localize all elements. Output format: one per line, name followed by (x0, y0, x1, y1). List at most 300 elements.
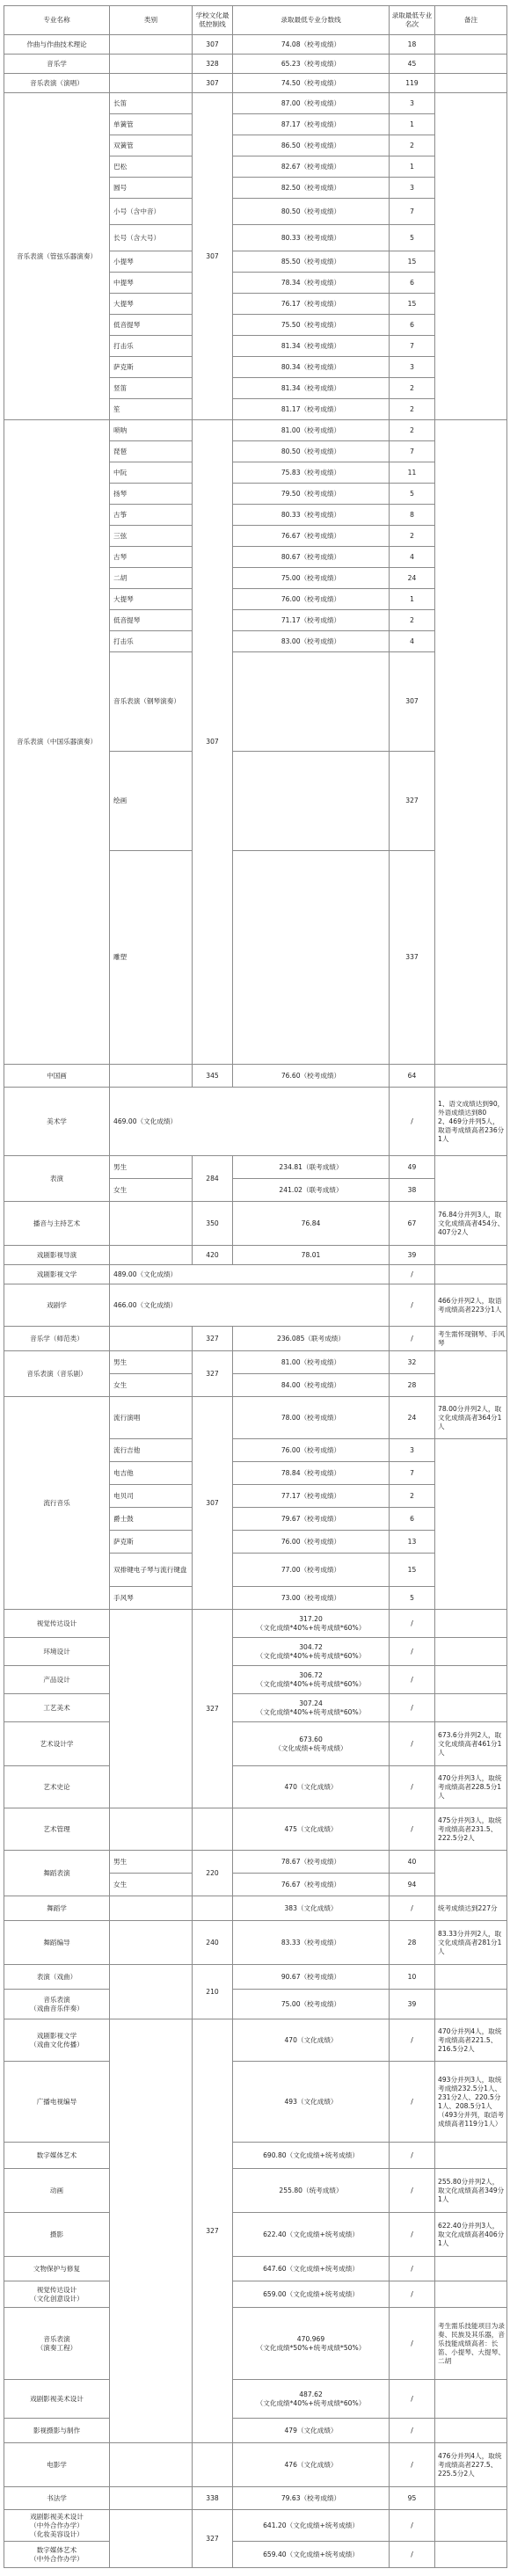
major-name-cell: 作曲与作曲技术理论 (4, 35, 110, 55)
min-score-cell: 80.50（校考成绩） (233, 199, 390, 225)
category-cell: 竖笛 (110, 378, 193, 399)
min-rank-cell: 327 (390, 752, 435, 851)
min-rank-cell: 6 (390, 273, 435, 294)
culture-line-cell: 307 (193, 93, 233, 420)
min-rank-cell: / (390, 2308, 435, 2380)
table-row (4, 2213, 507, 2257)
min-score-cell (233, 752, 390, 851)
category-cell: 三弦 (110, 526, 193, 547)
culture-line-cell: 307 (193, 35, 233, 55)
min-score-cell: 75.50（校考成绩） (233, 315, 390, 336)
category-cell: 双排键电子琴与流行键盘 (110, 1554, 193, 1587)
remark-cell: 统考成绩达到227分 (435, 1896, 507, 1921)
table-row (4, 2542, 507, 2568)
major-name-cell: 戏剧影视文学 (4, 1265, 110, 1284)
category-cell (110, 74, 193, 93)
min-score-cell: 76.00（校考成绩） (233, 1439, 390, 1462)
category-cell: 巴松 (110, 156, 193, 178)
culture-line-cell: 220 (193, 1851, 233, 1896)
min-score-cell: 76.67（校考成绩） (233, 526, 390, 547)
remark-cell (435, 1439, 507, 1610)
category-cell: 音乐表演（钢琴演奏） (110, 652, 193, 752)
major-name-cell: 音乐学 (4, 55, 110, 74)
min-rank-cell: 307 (390, 652, 435, 752)
major-name-cell: 戏剧影视美术设计 (4, 2380, 110, 2419)
min-rank-cell: 15 (390, 294, 435, 315)
major-name-cell: 数字媒体艺术 （中外合作办学） (4, 2542, 110, 2568)
min-rank-cell: 15 (390, 251, 435, 273)
min-score-cell: 383（文化成绩） (233, 1896, 390, 1921)
min-score-cell: 476（文化成绩） (233, 2443, 390, 2487)
min-rank-cell: / (390, 1284, 435, 1327)
min-rank-cell: 39 (390, 1246, 435, 1265)
remark-cell (435, 1265, 507, 1284)
table-row (4, 1088, 507, 1156)
header-category: 类别 (110, 6, 193, 35)
min-rank-cell: / (390, 1638, 435, 1666)
min-score-cell: 470（文化成绩） (233, 1766, 390, 1808)
table-row (4, 1694, 507, 1722)
culture-line-cell: 307 (193, 1397, 233, 1610)
min-rank-cell: / (390, 2542, 435, 2568)
min-rank-cell: 64 (390, 1065, 435, 1088)
min-rank-cell: 6 (390, 315, 435, 336)
major-name-cell: 艺术管理 (4, 1808, 110, 1851)
table-row (4, 1610, 507, 1638)
culture-line-cell (193, 2443, 233, 2487)
remark-cell: 475分并列3人，取统考成绩高者231.5、222.5分2人 (435, 1808, 507, 1851)
min-rank-cell: 5 (390, 1587, 435, 1610)
min-score-cell: 85.50（校考成绩） (233, 251, 390, 273)
category-cell: 小提琴 (110, 251, 193, 273)
category-cell: 古琴 (110, 547, 193, 568)
min-rank-cell: / (390, 2062, 435, 2143)
remark-cell (435, 1065, 507, 1088)
major-name-cell: 戏剧学 (4, 1284, 110, 1327)
min-rank-cell: 13 (390, 1531, 435, 1554)
table-row (4, 93, 507, 114)
culture-line-cell: 327 (193, 1610, 233, 1808)
remark-cell (435, 1666, 507, 1694)
category-cell: 爵士鼓 (110, 1508, 193, 1531)
culture-line-cell: 338 (193, 2487, 233, 2510)
min-score-cell: 659.40（文化成绩+统考成绩） (233, 2542, 390, 2568)
min-rank-cell: 337 (390, 851, 435, 1065)
category-cell: 电贝司 (110, 1485, 193, 1508)
min-rank-cell: 4 (390, 547, 435, 568)
min-rank-cell: 40 (390, 1851, 435, 1874)
remark-cell: 76.84分并列3人，取文化成绩高者454分、407分2人 (435, 1202, 507, 1246)
category-cell (110, 1327, 193, 1351)
category-cell: 低音提琴 (110, 610, 193, 631)
category-cell: 女生 (110, 1874, 193, 1896)
category-cell: 二胡 (110, 568, 193, 589)
table-row (4, 1397, 507, 1439)
min-score-cell: 236.085（联考成绩） (233, 1327, 390, 1351)
category-cell: 长号（含大号） (110, 225, 193, 251)
min-rank-cell: / (390, 1722, 435, 1766)
category-cell: 小号（含中音） (110, 199, 193, 225)
min-rank-cell: 119 (390, 74, 435, 93)
category-cell: 琵琶 (110, 441, 193, 462)
min-score-cell: 659.00（文化成绩+统考成绩） (233, 2281, 390, 2308)
min-score-cell: 76.17（校考成绩） (233, 294, 390, 315)
remark-cell (435, 2510, 507, 2542)
min-rank-cell: / (390, 2169, 435, 2213)
major-name-cell: 摄影 (4, 2213, 110, 2257)
remark-cell (435, 2487, 507, 2510)
min-score-cell: 65.23（校考成绩） (233, 55, 390, 74)
major-name-cell: 舞蹈表演 (4, 1851, 110, 1896)
min-score-cell: 78.34（校考成绩） (233, 273, 390, 294)
min-score-cell: 470.969 （文化成绩*50%+统考成绩*50%） (233, 2308, 390, 2380)
remark-cell (435, 2419, 507, 2443)
category-cell: 469.00（文化成绩） (110, 1088, 390, 1156)
category-cell: 489.00（文化成绩） (110, 1265, 390, 1284)
header-min-score: 录取最低专业分数线 (233, 6, 390, 35)
min-rank-cell: 2 (390, 378, 435, 399)
remark-cell: 470分并列4人，取统考成绩高者221.5、216.5分2人 (435, 2019, 507, 2062)
min-score-cell: 306.72 （文化成绩*40%+统考成绩*60%） (233, 1666, 390, 1694)
category-cell (110, 2443, 193, 2487)
major-name-cell: 书法学 (4, 2487, 110, 2510)
min-rank-cell: / (390, 1766, 435, 1808)
min-score-cell: 80.33（校考成绩） (233, 225, 390, 251)
category-cell: 单簧管 (110, 114, 193, 135)
culture-line-cell: 345 (193, 1065, 233, 1088)
table-row (4, 1766, 507, 1808)
min-rank-cell: 4 (390, 631, 435, 652)
culture-line-cell: 284 (193, 1156, 233, 1202)
category-cell (110, 2510, 193, 2568)
category-cell: 笙 (110, 399, 193, 420)
remark-cell: 考生需乐技能项目为录奏、民族及其乐器，音乐技能成绩高者：长笛、小提琴、大提琴、二胡 (435, 2308, 507, 2380)
min-score-cell: 87.17（校考成绩） (233, 114, 390, 135)
remark-cell (435, 1610, 507, 1638)
table-row (4, 55, 507, 74)
header-min-rank: 录取最低专业名次 (390, 6, 435, 35)
min-score-cell: 81.34（校考成绩） (233, 378, 390, 399)
min-rank-cell: / (390, 2510, 435, 2542)
category-cell: 打击乐 (110, 336, 193, 357)
min-rank-cell: 3 (390, 357, 435, 378)
table-row (4, 1722, 507, 1766)
category-cell: 大提琴 (110, 589, 193, 610)
min-score-cell: 75.00（校考成绩） (233, 568, 390, 589)
min-score-cell: 81.34（校考成绩） (233, 336, 390, 357)
culture-line-cell: 307 (193, 420, 233, 1065)
remark-cell (435, 1694, 507, 1722)
min-rank-cell: / (390, 2143, 435, 2169)
major-name-cell: 文物保护与修复 (4, 2257, 110, 2281)
min-score-cell: 82.67（校考成绩） (233, 156, 390, 178)
min-rank-cell: / (390, 2257, 435, 2281)
admission-score-sheet (0, 5, 510, 2576)
remark-cell: 470分并列3人，取统考成绩高者228.5分1人 (435, 1766, 507, 1808)
culture-line-cell: 327 (193, 1327, 233, 1351)
min-rank-cell: 94 (390, 1874, 435, 1896)
remark-cell: 255.80分并列2人，取文化成绩高者349分1人 (435, 2169, 507, 2213)
remark-cell (435, 55, 507, 74)
category-cell: 中阮 (110, 462, 193, 484)
min-rank-cell: / (390, 2419, 435, 2443)
min-score-cell: 81.00（校考成绩） (233, 420, 390, 441)
major-name-cell: 电影学 (4, 2443, 110, 2487)
category-cell: 466.00（文化成绩） (110, 1284, 390, 1327)
min-score-cell: 78.00（校考成绩） (233, 1397, 390, 1439)
table-row (4, 1851, 507, 1874)
min-rank-cell: / (390, 2019, 435, 2062)
category-cell: 中提琴 (110, 273, 193, 294)
min-score-cell: 84.00（校考成绩） (233, 1374, 390, 1397)
min-score-cell: 83.33（校考成绩） (233, 1921, 390, 1965)
remark-cell: 83.33分并列2人，取文化成绩高者281分1人 (435, 1921, 507, 1965)
major-name-cell: 影视摄影与制作 (4, 2419, 110, 2443)
min-rank-cell: 6 (390, 1508, 435, 1531)
major-name-cell: 艺术设计学 (4, 1722, 110, 1766)
remark-cell: 466分并列2人，取语考成绩高者223分1人 (435, 1284, 507, 1327)
min-score-cell: 77.00（校考成绩） (233, 1554, 390, 1587)
table-row (4, 420, 507, 441)
table-row (4, 1921, 507, 1965)
min-score-cell: 75.00（校考成绩） (233, 1990, 390, 2019)
remark-cell (435, 74, 507, 93)
min-rank-cell: / (390, 1265, 435, 1284)
major-name-cell: 产品设计 (4, 1666, 110, 1694)
remark-cell (435, 2257, 507, 2281)
remark-cell (435, 2281, 507, 2308)
major-name-cell: 视觉传达设计 (4, 1610, 110, 1638)
min-rank-cell: 8 (390, 505, 435, 526)
min-rank-cell: 45 (390, 55, 435, 74)
table-row (4, 2143, 507, 2169)
category-cell: 低音提琴 (110, 315, 193, 336)
min-rank-cell: 18 (390, 35, 435, 55)
table-row (4, 1246, 507, 1265)
table-row (4, 1065, 507, 1088)
category-cell: 扬琴 (110, 484, 193, 505)
table-row (4, 2308, 507, 2380)
category-cell (110, 2019, 193, 2443)
header-remark: 备注 (435, 6, 507, 35)
table-row (4, 2510, 507, 2542)
min-score-cell: 493（文化成绩） (233, 2062, 390, 2143)
major-name-cell: 戏剧影视导演 (4, 1246, 110, 1265)
category-cell: 唢呐 (110, 420, 193, 441)
major-name-cell: 表演 (4, 1156, 110, 1202)
table-row (4, 1965, 507, 1990)
min-rank-cell: / (390, 1327, 435, 1351)
category-cell (110, 1065, 193, 1088)
remark-cell: 476分并列4人，取统考成绩高者227.5、225.5分2人 (435, 2443, 507, 2487)
min-score-cell: 77.17（校考成绩） (233, 1485, 390, 1508)
min-score-cell: 78.67（校考成绩） (233, 1851, 390, 1874)
category-cell (110, 35, 193, 55)
min-score-cell: 475（文化成绩） (233, 1808, 390, 1851)
min-score-cell: 87.00（校考成绩） (233, 93, 390, 114)
min-rank-cell: / (390, 2380, 435, 2419)
table-row (4, 1990, 507, 2019)
major-name-cell: 舞蹈学 (4, 1896, 110, 1921)
min-score-cell: 76.00（校考成绩） (233, 589, 390, 610)
table-row (4, 1896, 507, 1921)
category-cell: 绘画 (110, 752, 193, 851)
table-row (4, 1351, 507, 1374)
remark-cell (435, 1965, 507, 1990)
min-score-cell: 690.80（文化成绩+统考成绩） (233, 2143, 390, 2169)
min-rank-cell: 7 (390, 336, 435, 357)
min-rank-cell: 3 (390, 1439, 435, 1462)
category-cell: 萨克斯 (110, 1531, 193, 1554)
major-name-cell: 动画 (4, 2169, 110, 2213)
min-rank-cell: 49 (390, 1156, 435, 1179)
table-row (4, 2281, 507, 2308)
min-score-cell: 83.00（校考成绩） (233, 631, 390, 652)
remark-cell (435, 1351, 507, 1397)
table-row (4, 1265, 507, 1284)
min-rank-cell: / (390, 1610, 435, 1638)
major-name-cell: 播音与主持艺术 (4, 1202, 110, 1246)
table-row (4, 1284, 507, 1327)
major-name-cell: 音乐表演（演唱） (4, 74, 110, 93)
category-cell: 流行吉他 (110, 1439, 193, 1462)
table-header-row (4, 6, 507, 35)
min-score-cell: 479（文化成绩） (233, 2419, 390, 2443)
min-rank-cell: / (390, 2281, 435, 2308)
table-row (4, 1156, 507, 1179)
min-score-cell: 487.62 （文化成绩*40%+统考成绩*60%） (233, 2380, 390, 2419)
min-score-cell: 241.02（联考成绩） (233, 1179, 390, 1202)
table-row (4, 1808, 507, 1851)
min-rank-cell: 2 (390, 399, 435, 420)
min-score-cell: 79.50（校考成绩） (233, 484, 390, 505)
remark-cell (435, 1851, 507, 1896)
min-rank-cell: 3 (390, 93, 435, 114)
category-cell (110, 1896, 193, 1921)
min-rank-cell: 95 (390, 2487, 435, 2510)
min-score-cell: 673.60 （文化成绩+统考成绩） (233, 1722, 390, 1766)
min-rank-cell: 3 (390, 178, 435, 199)
category-cell: 萨克斯 (110, 357, 193, 378)
category-cell: 古筝 (110, 505, 193, 526)
min-rank-cell: 5 (390, 225, 435, 251)
min-score-cell: 255.80（统考成绩） (233, 2169, 390, 2213)
table-row (4, 2487, 507, 2510)
remark-cell: 1、语文成绩达到90，外语成绩达到80 2、469分并列5人，取语考成绩高者236分1人 (435, 1088, 507, 1156)
major-name-cell: 戏剧影视美术设计 （中外合作办学） （化妆美容设计） (4, 2510, 110, 2542)
category-cell: 男生 (110, 1156, 193, 1179)
major-name-cell: 广播电视编导 (4, 2062, 110, 2143)
table-row (4, 2257, 507, 2281)
category-cell: 长笛 (110, 93, 193, 114)
min-rank-cell: 10 (390, 1965, 435, 1990)
category-cell (110, 2487, 193, 2510)
min-rank-cell: 28 (390, 1921, 435, 1965)
min-score-cell: 79.63（校考成绩） (233, 2487, 390, 2510)
culture-line-cell: 327 (193, 1351, 233, 1397)
culture-line-cell: 420 (193, 1246, 233, 1265)
table-row (4, 1638, 507, 1666)
culture-line-cell: 350 (193, 1202, 233, 1246)
min-rank-cell: / (390, 2213, 435, 2257)
remark-cell (435, 1638, 507, 1666)
category-cell: 大提琴 (110, 294, 193, 315)
table-body (4, 35, 507, 2568)
major-name-cell: 音乐表演（管弦乐器演奏） (4, 93, 110, 420)
table-row (4, 1666, 507, 1694)
category-cell: 打击乐 (110, 631, 193, 652)
min-rank-cell: / (390, 2443, 435, 2487)
remark-cell (435, 1246, 507, 1265)
min-score-cell: 304.72 （文化成绩*40%+统考成绩*60%） (233, 1638, 390, 1666)
min-rank-cell: 24 (390, 1397, 435, 1439)
min-rank-cell: / (390, 1896, 435, 1921)
culture-line-cell: 307 (193, 74, 233, 93)
header-major-name: 专业名称 (4, 6, 110, 35)
category-cell (110, 1246, 193, 1265)
min-rank-cell: 2 (390, 526, 435, 547)
min-rank-cell: 2 (390, 420, 435, 441)
min-rank-cell: 67 (390, 1202, 435, 1246)
category-cell (110, 1610, 193, 1808)
major-name-cell: 数字媒体艺术 (4, 2143, 110, 2169)
min-rank-cell: 11 (390, 462, 435, 484)
remark-cell (435, 35, 507, 55)
header-culture-line: 学校文化最低控制线 (193, 6, 233, 35)
min-score-cell: 80.33（校考成绩） (233, 505, 390, 526)
major-name-cell: 音乐表演 （演奏工程） (4, 2308, 110, 2380)
culture-line-cell: 210 (193, 1965, 233, 2019)
min-rank-cell: / (390, 1694, 435, 1722)
min-score-cell: 74.08（校考成绩） (233, 35, 390, 55)
min-rank-cell: 32 (390, 1351, 435, 1374)
min-rank-cell: / (390, 1666, 435, 1694)
min-rank-cell: 2 (390, 610, 435, 631)
category-cell (110, 1808, 193, 1851)
min-score-cell: 78.01 (233, 1246, 390, 1265)
table-row (4, 35, 507, 55)
table-row (4, 1202, 507, 1246)
min-score-cell: 80.50（校考成绩） (233, 441, 390, 462)
table-row (4, 2019, 507, 2062)
min-score-cell: 75.83（校考成绩） (233, 462, 390, 484)
min-score-cell: 76.00（校考成绩） (233, 1531, 390, 1554)
major-name-cell: 环境设计 (4, 1638, 110, 1666)
major-name-cell: 戏剧影视文学 （戏曲文化传播） (4, 2019, 110, 2062)
min-rank-cell: 2 (390, 135, 435, 156)
min-rank-cell: 7 (390, 1462, 435, 1485)
major-name-cell: 中国画 (4, 1065, 110, 1088)
major-name-cell: 美术学 (4, 1088, 110, 1156)
min-rank-cell: 15 (390, 1554, 435, 1587)
major-name-cell: 音乐表演（音乐剧） (4, 1351, 110, 1397)
min-score-cell: 74.50（校考成绩） (233, 74, 390, 93)
min-rank-cell: 39 (390, 1990, 435, 2019)
min-score-cell: 76.67（校考成绩） (233, 1874, 390, 1896)
major-name-cell: 艺术史论 (4, 1766, 110, 1808)
min-score-cell: 234.81（联考成绩） (233, 1156, 390, 1179)
min-score-cell: 82.50（校考成绩） (233, 178, 390, 199)
admission-score-table (4, 5, 507, 2568)
category-cell (110, 1202, 193, 1246)
culture-line-cell: 327 (193, 2510, 233, 2568)
min-score-cell: 622.40（文化成绩+统考成绩） (233, 2213, 390, 2257)
major-name-cell: 流行音乐 (4, 1397, 110, 1610)
major-name-cell: 视觉传达设计 （文化创意设计） (4, 2281, 110, 2308)
min-score-cell: 81.17（校考成绩） (233, 399, 390, 420)
min-score-cell: 73.00（校考成绩） (233, 1587, 390, 1610)
remark-cell: 622.40分并列3人，取文化成绩高者406分1人 (435, 2213, 507, 2257)
